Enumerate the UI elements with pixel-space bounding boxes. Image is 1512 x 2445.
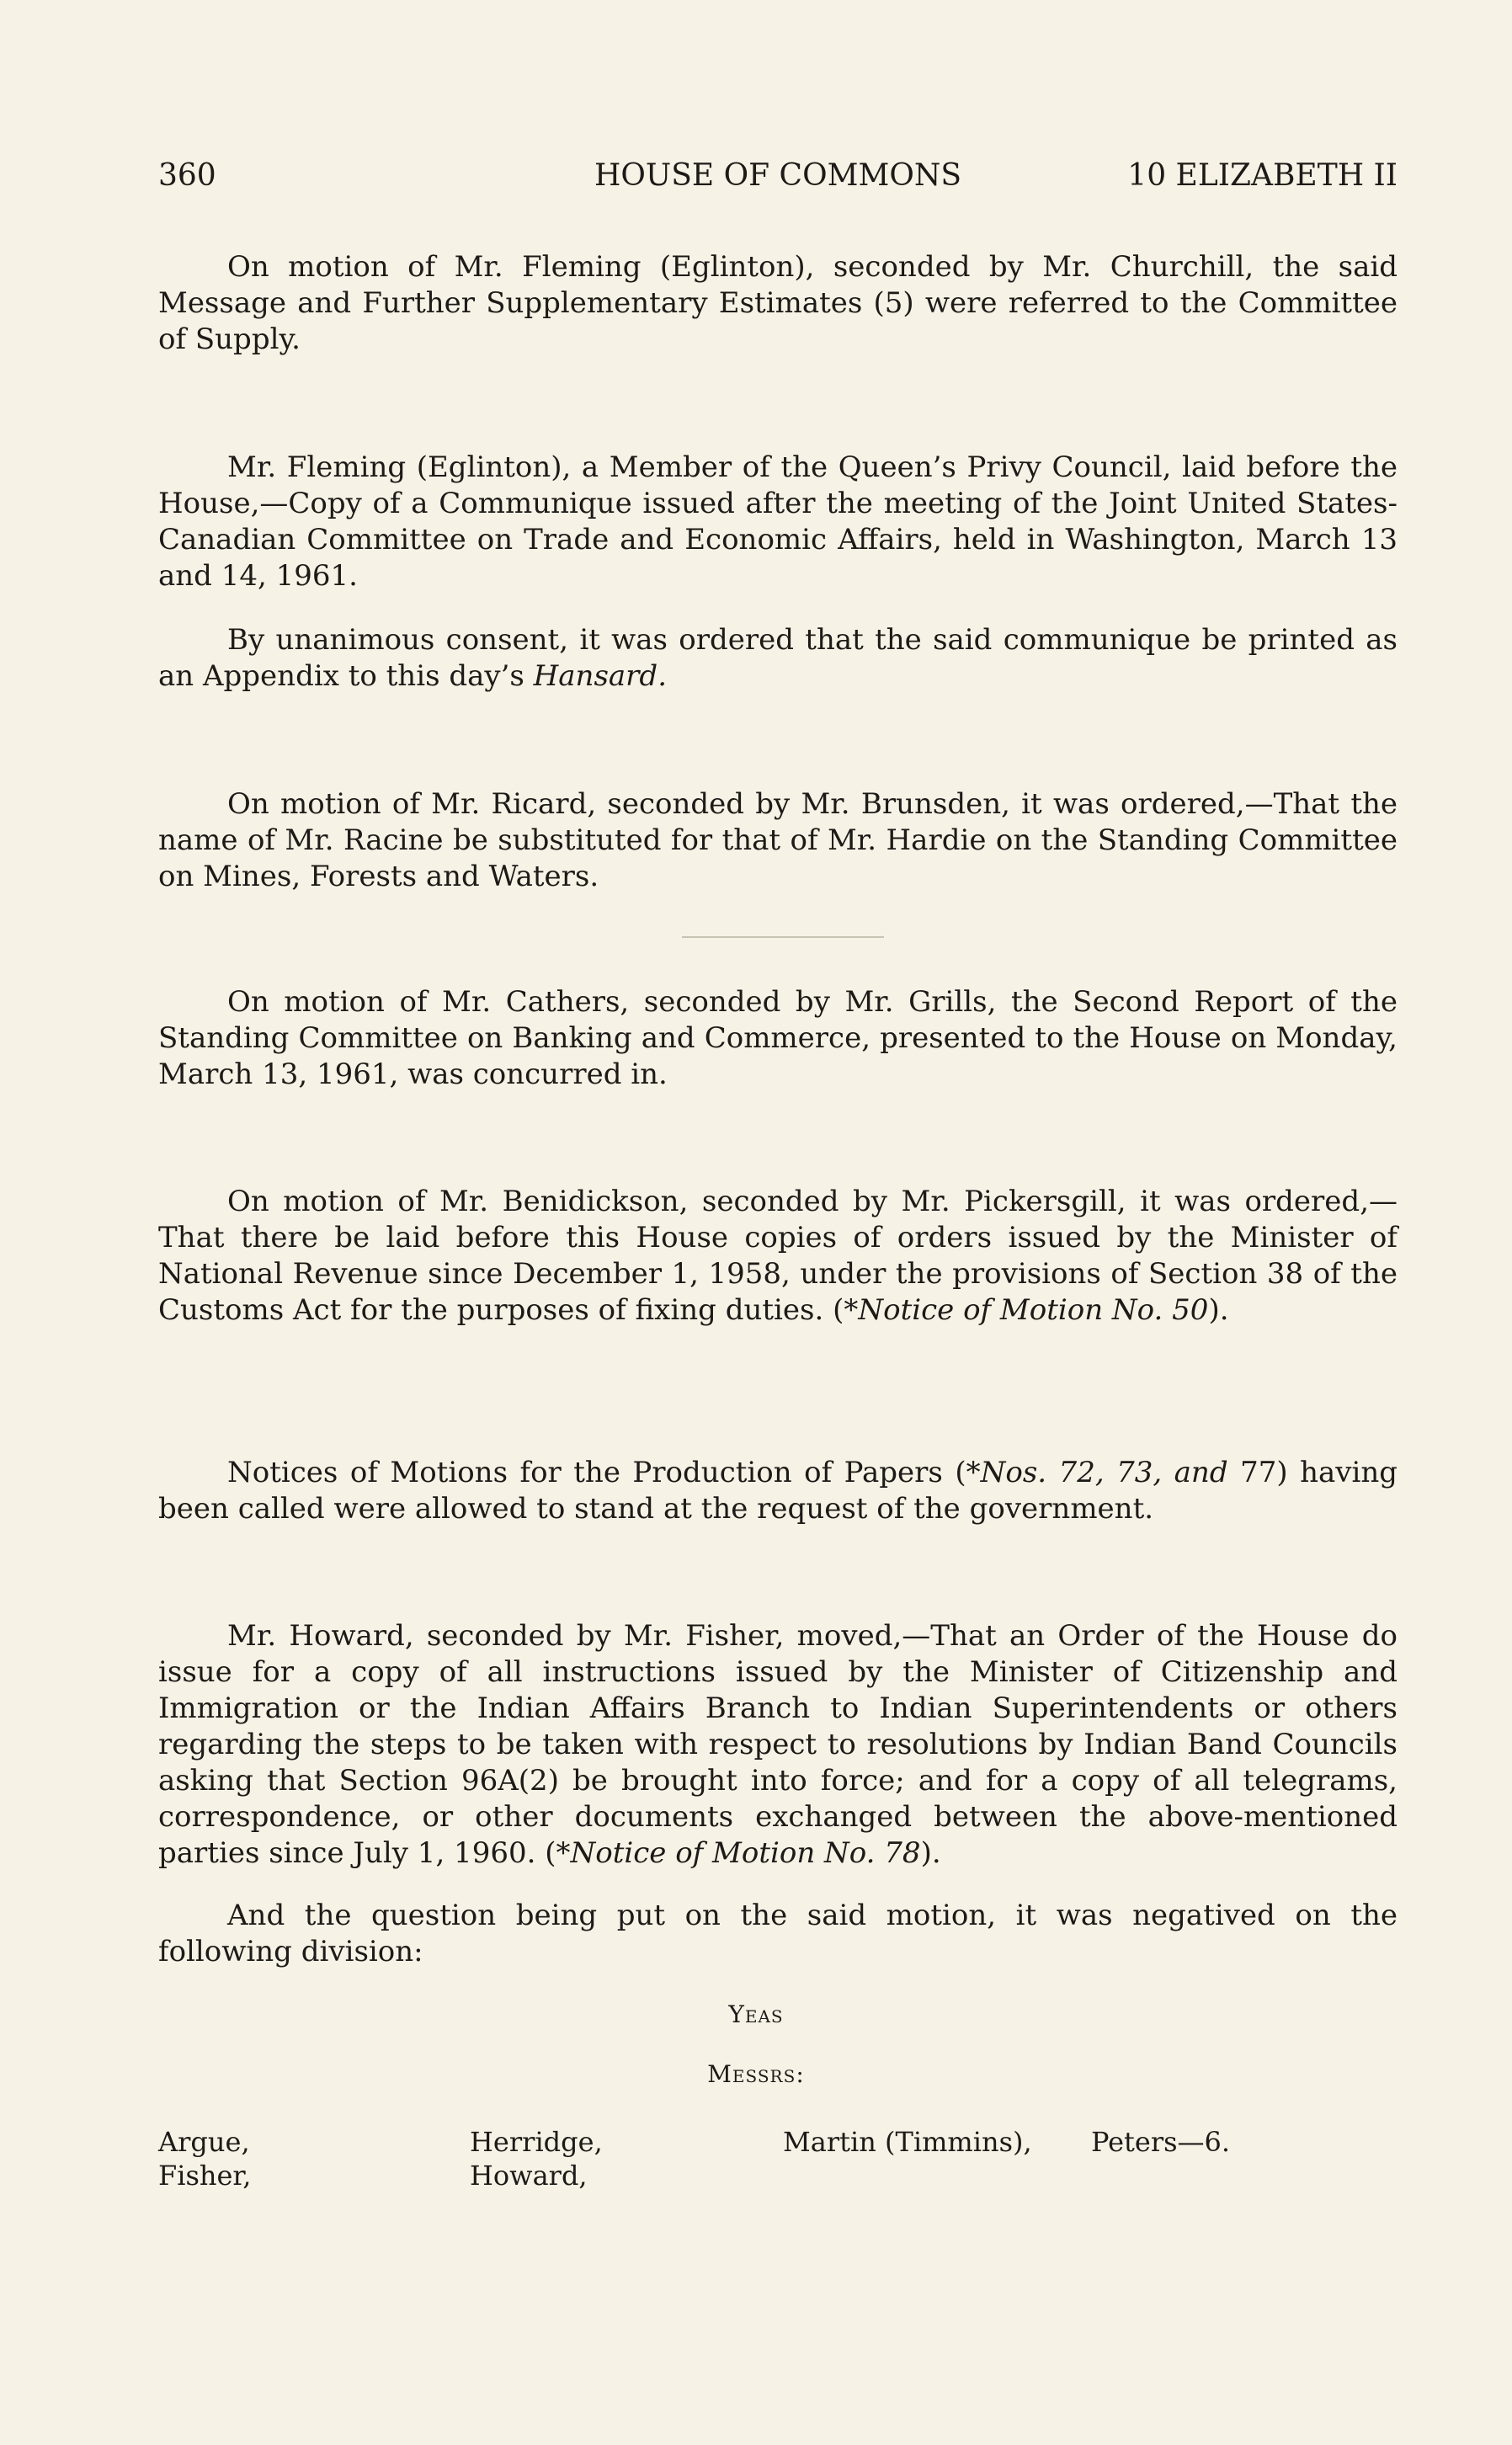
paragraph-banking-report: On motion of Mr. Cathers, seconded by Mr. Grills, the Second Report of the Standing Committee on Banking and Commerce, presented to the House on Monday, March 13, 1961, was concurred in. xyxy=(158,985,1398,1091)
member-name: Howard, xyxy=(470,2160,588,2192)
division-names-column-1 xyxy=(158,2125,251,2192)
paragraph-committee-substitution: On motion of Mr. Ricard, seconded by Mr. Brunsden, it was ordered,—That the name of Mr. Racine be substituted for that of Mr. Hardie on the Standing Committee on Mines, Forests and Waters. xyxy=(158,787,1398,893)
paragraph-division-intro: And the question being put on the said motion, it was negatived on the following division: xyxy=(158,1899,1398,1968)
yeas-heading: Yeas xyxy=(728,2000,784,2028)
page-number: 360 xyxy=(158,158,216,193)
member-name: Martin (Timmins), xyxy=(783,2126,1032,2158)
messrs-heading: Messrs: xyxy=(707,2060,805,2088)
member-name: Peters—6. xyxy=(1091,2126,1231,2158)
paragraph-communique-printed: By unanimous consent, it was ordered that the said communique be printed as an Appendix to this day’s Hansard. xyxy=(158,623,1398,693)
member-name: Herridge, xyxy=(470,2126,603,2158)
division-names-column-4 xyxy=(1091,2125,1230,2159)
paragraph-customs-orders: On motion of Mr. Benidickson, seconded by Mr. Pickersgill, it was ordered,—That there be laid before this House copies of orders issued by the Minister of National Revenue since December 1, 1958, under the provisions of Section 38 of the Customs Act for the purposes of fixing duties. (*Notice of Motion No. 50). xyxy=(158,1185,1398,1327)
paragraph-howard-motion: Mr. Howard, seconded by Mr. Fisher, moved,—That an Order of the House do issue for a copy of all instructions issued by the Minister of Citizenship and Immigration or the Indian Affairs Branch to Indian Superintendents or others regarding the steps to be taken with respect to resolutions by Indian Band Councils asking that Section 96A(2) be brought into force; and for a copy of all telegrams, correspondence, or other documents exchanged between the above-mentioned parties since July 1, 1960. (*Notice of Motion No. 78). xyxy=(158,1619,1398,1870)
division-names-column-3 xyxy=(783,2125,1032,2159)
section-divider xyxy=(682,936,884,938)
paragraph-notices-stand: Notices of Motions for the Production of Papers (*Nos. 72, 73, and 77) having been called were allowed to stand at the request of the government. xyxy=(158,1456,1398,1526)
member-name: Argue, xyxy=(158,2126,250,2158)
paragraph-referral-committee-supply: On motion of Mr. Fleming (Eglinton), seconded by Mr. Churchill, the said Message and Further Supplementary Estimates (5) were referred to the Committee of Supply. xyxy=(158,250,1398,356)
member-name: Fisher, xyxy=(158,2160,252,2192)
header-title: HOUSE OF COMMONS xyxy=(594,158,962,193)
division-names-column-2 xyxy=(470,2125,603,2192)
header-reign: 10 ELIZABETH II xyxy=(1127,158,1398,193)
paragraph-communique-tabled: Mr. Fleming (Eglinton), a Member of the Queen’s Privy Council, laid before the House,—Copy of a Communique issued after the meeting of the Joint United States-Canadian Committee on Trade and Economic Affairs, held in Washington, March 13 and 14, 1961. xyxy=(158,450,1398,593)
